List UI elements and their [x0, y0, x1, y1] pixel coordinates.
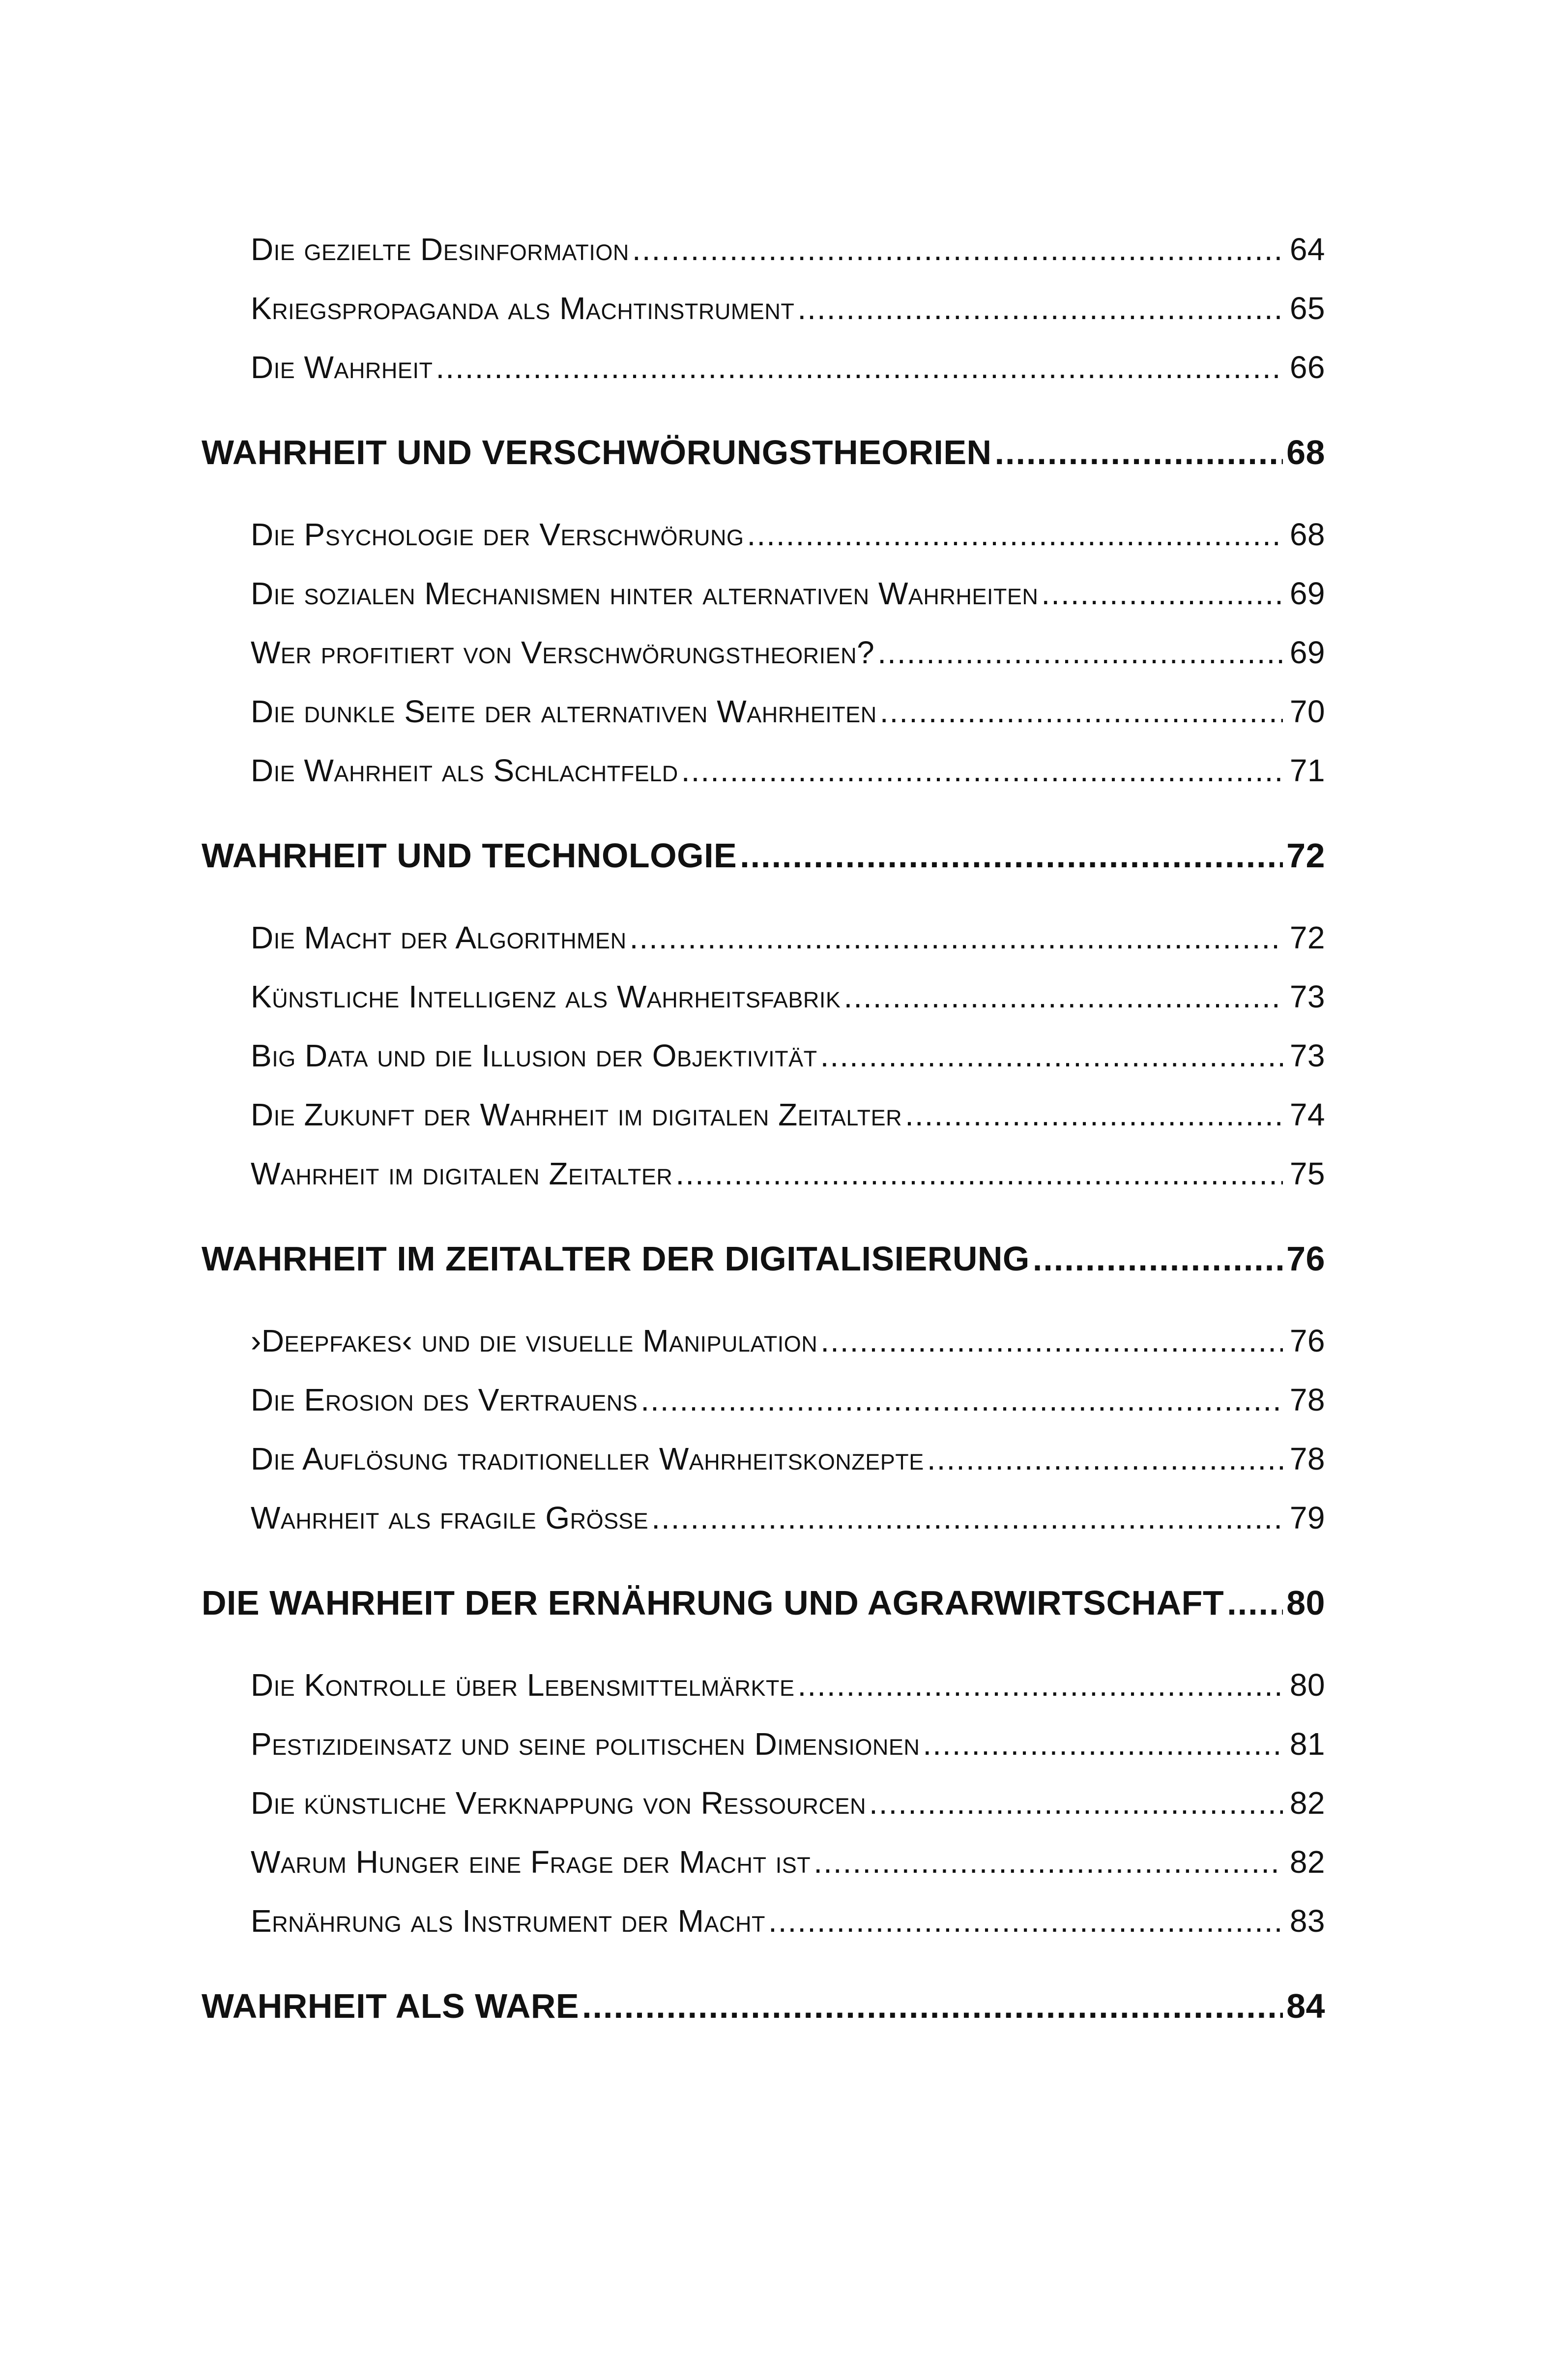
toc-entry[interactable]: [251, 1096, 1325, 1133]
toc-page-number: 81: [1289, 1726, 1325, 1762]
toc-page-number: 84: [1286, 1987, 1325, 2025]
toc-entry[interactable]: [251, 1441, 1325, 1477]
toc-entry[interactable]: [251, 919, 1325, 956]
toc-page-number: 75: [1289, 1156, 1325, 1191]
toc-page-number: 69: [1289, 576, 1325, 611]
toc-entry[interactable]: [251, 575, 1325, 612]
toc-entry[interactable]: [251, 1726, 1325, 1762]
dot-leader: [880, 693, 1283, 730]
toc-entry[interactable]: [251, 1382, 1325, 1418]
dot-leader: [820, 1037, 1283, 1074]
toc-entry[interactable]: [251, 1844, 1325, 1880]
toc-entry-title: Pestizideinsatz und seine politischen Dimensionen: [251, 1726, 920, 1762]
toc-page-number: 82: [1289, 1844, 1325, 1880]
dot-leader: [630, 919, 1283, 956]
toc-chapter[interactable]: [202, 836, 1325, 875]
toc-entry[interactable]: [251, 1323, 1325, 1359]
toc-entry-title: Wahrheit als fragile Größe: [251, 1500, 649, 1535]
toc-chapter-title: WAHRHEIT ALS WARE: [202, 1987, 580, 2025]
toc-entry[interactable]: [251, 1667, 1325, 1703]
dot-leader: [1227, 1583, 1283, 1622]
toc-entry-title: Die Macht der Algorithmen: [251, 920, 627, 955]
toc-entry-title: Kriegspropaganda als Machtinstrument: [251, 291, 795, 326]
dot-leader: [675, 1155, 1283, 1192]
toc-entry[interactable]: [251, 634, 1325, 671]
dot-leader: [797, 290, 1283, 326]
toc-page-number: 78: [1289, 1382, 1325, 1417]
toc-entry[interactable]: [251, 752, 1325, 789]
toc-page-number: 65: [1289, 291, 1325, 326]
toc-entry-title: Die künstliche Verknappung von Ressourcen: [251, 1785, 866, 1821]
dot-leader: [843, 978, 1283, 1015]
toc-chapter[interactable]: [202, 1239, 1325, 1278]
dot-leader: [740, 836, 1283, 875]
toc-page-number: 66: [1289, 350, 1325, 385]
dot-leader: [923, 1726, 1283, 1762]
dot-leader: [820, 1323, 1283, 1359]
dot-leader: [1041, 575, 1283, 612]
toc-page-number: 73: [1289, 979, 1325, 1014]
toc-chapter[interactable]: [202, 1986, 1325, 2026]
dot-leader: [927, 1441, 1283, 1477]
dot-leader: [768, 1903, 1283, 1939]
dot-leader: [877, 634, 1283, 671]
toc-entry-title: Die Auflösung traditioneller Wahrheitskonzepte: [251, 1441, 924, 1476]
toc-entry[interactable]: [251, 693, 1325, 730]
dot-leader: [640, 1382, 1283, 1418]
toc-chapter-title: DIE WAHRHEIT DER ERNÄHRUNG UND AGRARWIRTSCHAFT: [202, 1584, 1224, 1622]
dot-leader: [905, 1096, 1283, 1133]
toc-entry[interactable]: [251, 516, 1325, 553]
toc-entry-title: Die Kontrolle über Lebensmittelmärkte: [251, 1667, 795, 1703]
toc-entry-title: Die sozialen Mechanismen hinter alternativen Wahrheiten: [251, 576, 1039, 611]
toc-page-number: 76: [1286, 1239, 1325, 1278]
toc-entry[interactable]: [251, 290, 1325, 326]
toc-page-number: 76: [1289, 1323, 1325, 1358]
toc-entry-title: ›Deepfakes‹ und die visuelle Manipulation: [251, 1323, 818, 1358]
toc-entry[interactable]: [251, 1785, 1325, 1821]
toc-entry-title: Die Psychologie der Verschwörung: [251, 517, 744, 552]
toc-page-number: 68: [1286, 433, 1325, 472]
dot-leader: [582, 1986, 1283, 2026]
toc-page-number: 79: [1289, 1500, 1325, 1535]
toc-page-number: 80: [1289, 1667, 1325, 1703]
toc-entry[interactable]: [251, 1155, 1325, 1192]
toc-page-number: 72: [1289, 920, 1325, 955]
toc-page-number: 68: [1289, 517, 1325, 552]
toc-page-number: 74: [1289, 1097, 1325, 1132]
toc-chapter[interactable]: [202, 433, 1325, 472]
toc-page-number: 82: [1289, 1785, 1325, 1821]
toc-page-number: 72: [1286, 836, 1325, 875]
toc-page-number: 71: [1289, 753, 1325, 788]
toc-page-number: 69: [1289, 635, 1325, 670]
toc-entry-title: Ernährung als Instrument der Macht: [251, 1903, 765, 1939]
toc-page-number: 80: [1286, 1584, 1325, 1622]
toc-entry-title: Die Zukunft der Wahrheit im digitalen Zeitalter: [251, 1097, 902, 1132]
toc-entry-title: Wer profitiert von Verschwörungstheorien?: [251, 635, 875, 670]
dot-leader: [1033, 1239, 1283, 1278]
toc-entry[interactable]: [251, 231, 1325, 267]
toc-entry-title: Wahrheit im digitalen Zeitalter: [251, 1156, 673, 1191]
dot-leader: [651, 1500, 1283, 1536]
dot-leader: [798, 1667, 1283, 1703]
toc-page-number: 83: [1289, 1903, 1325, 1939]
toc-page-number: 73: [1289, 1038, 1325, 1073]
toc-page-number: 64: [1289, 232, 1325, 267]
toc-entry-title: Die Erosion des Vertrauens: [251, 1382, 638, 1417]
dot-leader: [632, 231, 1283, 267]
toc-entry[interactable]: [251, 1037, 1325, 1074]
toc-entry[interactable]: [251, 349, 1325, 385]
toc-entry[interactable]: [251, 978, 1325, 1015]
toc-entry-title: Die Wahrheit: [251, 350, 433, 385]
toc-chapter-title: WAHRHEIT UND VERSCHWÖRUNGSTHEORIEN: [202, 433, 992, 472]
toc-entry[interactable]: [251, 1903, 1325, 1939]
toc-page-number: 70: [1289, 694, 1325, 729]
toc-chapter-title: WAHRHEIT UND TECHNOLOGIE: [202, 836, 737, 875]
toc-chapter[interactable]: [202, 1583, 1325, 1622]
toc-entry[interactable]: [251, 1500, 1325, 1536]
dot-leader: [995, 433, 1283, 472]
dot-leader: [813, 1844, 1283, 1880]
dot-leader: [681, 752, 1283, 789]
toc-entry-title: Big Data und die Illusion der Objektivität: [251, 1038, 817, 1073]
toc-entry-title: Die gezielte Desinformation: [251, 232, 629, 267]
dot-leader: [436, 349, 1283, 385]
toc-chapter-title: WAHRHEIT IM ZEITALTER DER DIGITALISIERUNG: [202, 1239, 1030, 1278]
toc-entry-title: Die Wahrheit als Schlachtfeld: [251, 753, 678, 788]
toc-page-number: 78: [1289, 1441, 1325, 1476]
toc-entry-title: Warum Hunger eine Frage der Macht ist: [251, 1844, 811, 1880]
dot-leader: [747, 516, 1283, 553]
dot-leader: [869, 1785, 1283, 1821]
toc-entry-title: Künstliche Intelligenz als Wahrheitsfabrik: [251, 979, 841, 1014]
toc-entry-title: Die dunkle Seite der alternativen Wahrheiten: [251, 694, 877, 729]
